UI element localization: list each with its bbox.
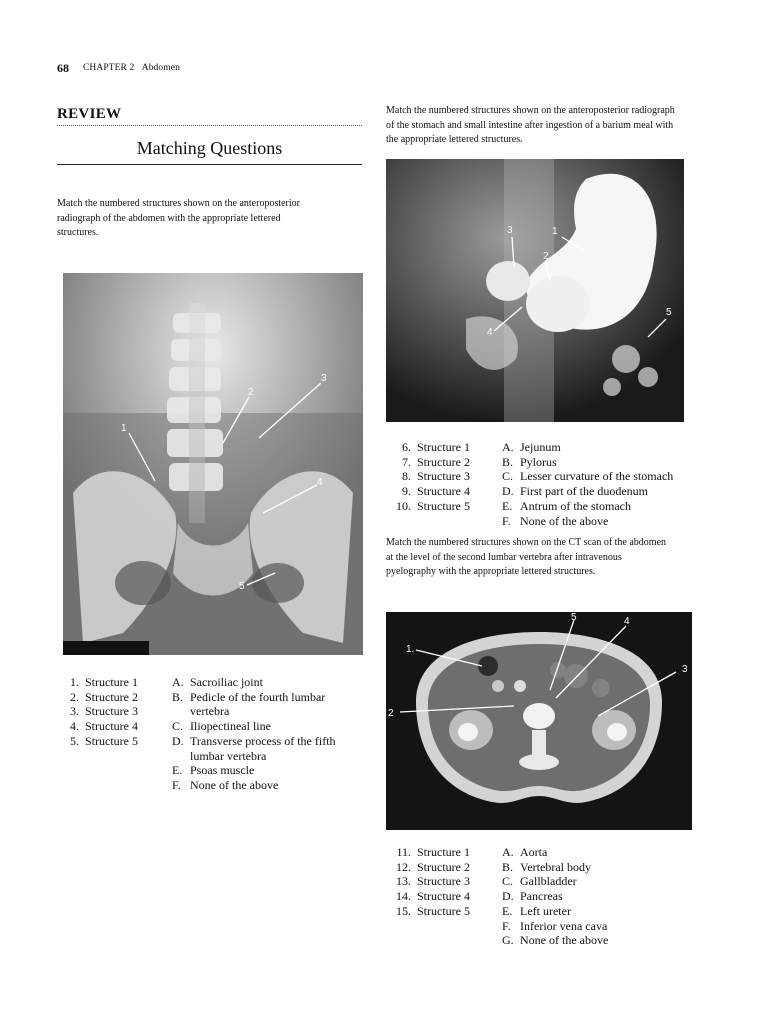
answer-item: G. None of the above — [502, 933, 609, 948]
fig1-label-1: 1 — [121, 423, 127, 434]
dotted-divider — [57, 125, 362, 126]
answer-item: E. Psoas muscle — [172, 763, 255, 778]
fig3-label-5: 5 — [571, 612, 577, 623]
fig2-label-5: 5 — [666, 307, 672, 318]
answer-item: D. First part of the duodenum — [502, 484, 648, 499]
answer-item: C. Gallbladder — [502, 874, 577, 889]
question-item: 11. Structure 1 — [396, 845, 470, 859]
set1-answer-list — [172, 675, 364, 793]
question-item: 5. Structure 5 — [70, 733, 138, 748]
question-item: 6. Structure 1 — [402, 440, 470, 454]
section-title: Matching Questions — [136, 138, 283, 158]
title-underline — [57, 164, 362, 165]
question-item: 12. Structure 2 — [396, 859, 470, 874]
answer-item: D. Transverse process of the fifth lumbar vertebra — [172, 733, 336, 763]
set2-answer-list — [502, 440, 702, 528]
page-number: 68 — [57, 61, 69, 75]
question-item: 10. Structure 5 — [396, 498, 470, 513]
ct-scan-figure — [386, 612, 692, 830]
set1-question-list — [62, 675, 138, 749]
answer-item: A. Aorta — [502, 845, 548, 859]
fig2-label-3: 3 — [507, 225, 513, 236]
fig3-label-3: 3 — [682, 664, 688, 675]
answer-item: C. Lesser curvature of the stomach — [502, 469, 674, 484]
set3-question-list — [391, 845, 470, 919]
answer-item: F. Inferior vena cava — [502, 918, 608, 933]
abdomen-radiograph-figure — [63, 273, 363, 655]
set3-instructions: Match the numbered structures shown on the CT scan of the abdomen at the level of the second lumbar vertebra after intravenous pyelography with the appropriate lettered structures. — [386, 537, 667, 577]
fig1-label-5: 5 — [239, 581, 245, 592]
answer-item: F. None of the above — [502, 513, 609, 528]
fig3-label-4: 4 — [624, 616, 630, 627]
set2-question-list — [391, 440, 470, 514]
fig2-label-1: 1 — [552, 226, 558, 237]
fig1-label-3: 3 — [321, 373, 327, 384]
answer-item: E. Antrum of the stomach — [502, 498, 631, 513]
barium-meal-radiograph-figure — [386, 159, 684, 422]
question-item: 8. Structure 3 — [402, 469, 470, 484]
fig2-label-4: 4 — [487, 327, 493, 338]
answer-item: A. Sacroiliac joint — [172, 675, 263, 689]
answer-item: A. Jejunum — [502, 440, 561, 454]
question-item: 3. Structure 3 — [70, 704, 138, 719]
chapter-label: CHAPTER 2 — [83, 63, 135, 73]
question-item: 4. Structure 4 — [70, 719, 138, 734]
question-item: 7. Structure 2 — [402, 454, 470, 469]
question-item: 13. Structure 3 — [396, 874, 470, 889]
fig1-label-4: 4 — [317, 477, 323, 488]
answer-item: F. None of the above — [172, 777, 279, 792]
question-item: 2. Structure 2 — [70, 689, 138, 704]
set2-instructions: Match the numbered structures shown on the anteroposterior radiograph of the stomach and small intestine after ingestion of a barium meal with the appropriate lettered structures. — [386, 105, 675, 145]
answer-item: B. Vertebral body — [502, 859, 591, 874]
fig1-label-2: 2 — [248, 387, 254, 398]
answer-item: D. Pancreas — [502, 889, 563, 904]
question-item: 1. Structure 1 — [70, 675, 138, 689]
set3-answer-list — [502, 845, 702, 948]
review-heading: REVIEW — [57, 106, 122, 122]
answer-item: B. Pedicle of the fourth lumbar vertebra — [172, 689, 326, 719]
running-header — [83, 63, 180, 73]
answer-item: E. Left ureter — [502, 903, 571, 918]
answer-item: C. Iliopectineal line — [172, 719, 271, 734]
fig3-label-2: 2 — [388, 708, 394, 719]
section-label: Abdomen — [141, 63, 180, 73]
fig3-label-1: 1. — [406, 644, 415, 655]
question-item: 14. Structure 4 — [396, 889, 470, 904]
question-item: 15. Structure 5 — [396, 903, 470, 918]
set1-instructions: Match the numbered structures shown on the anteroposterior radiograph of the abdomen with the appropriate lettered structures. — [57, 198, 300, 238]
fig2-label-2: 2 — [543, 251, 549, 262]
question-item: 9. Structure 4 — [402, 484, 470, 499]
answer-item: B. Pylorus — [502, 454, 557, 469]
